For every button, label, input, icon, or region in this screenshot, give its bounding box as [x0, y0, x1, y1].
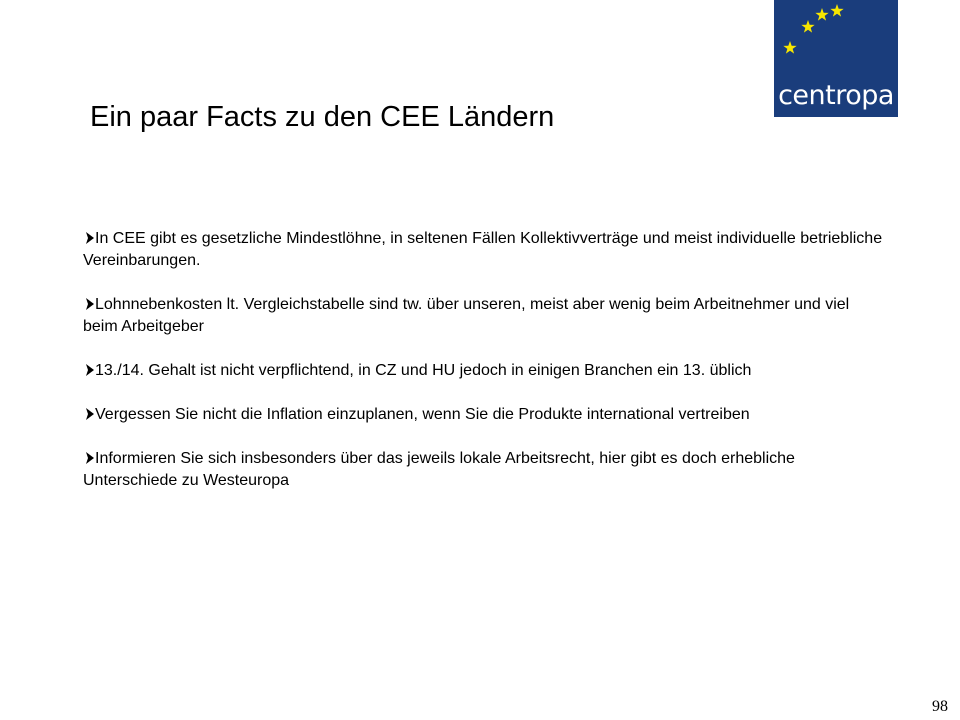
bullet-list	[83, 228, 883, 514]
page-number: 98	[932, 698, 948, 715]
bullet-item	[83, 448, 883, 492]
logo-text: centropa	[778, 80, 894, 111]
slide-title: Ein paar Facts zu den CEE Ländern	[90, 101, 555, 133]
bullet-item	[83, 360, 883, 382]
arrow-bullet-icon	[86, 364, 94, 376]
bullet-item	[83, 294, 883, 338]
bullet-text: Lohnnebenkosten lt. Vergleichstabelle sind tw. über unseren, meist aber wenig beim Arbeitnehmer und viel beim Arbeitgeber	[83, 296, 850, 335]
bullet-text: 13./14. Gehalt ist nicht verpflichtend, in CZ und HU jedoch in einigen Branchen ein 13. üblich	[95, 362, 752, 379]
bullet-text: Informieren Sie sich insbesonders über das jeweils lokale Arbeitsrecht, hier gibt es doch erhebliche Unterschiede zu Westeuropa	[83, 450, 795, 489]
bullet-item	[83, 404, 883, 426]
arrow-bullet-icon	[86, 232, 94, 244]
centropa-logo	[774, 0, 898, 117]
arrow-bullet-icon	[86, 298, 94, 310]
bullet-text: Vergessen Sie nicht die Inflation einzuplanen, wenn Sie die Produkte international vertreiben	[95, 406, 750, 423]
bullet-text: In CEE gibt es gesetzliche Mindestlöhne, in seltenen Fällen Kollektivverträge und meist individuelle betriebliche Vereinbarungen.	[83, 230, 883, 269]
bullet-item	[83, 228, 883, 272]
arrow-bullet-icon	[86, 408, 94, 420]
eu-stars-icon	[774, 0, 898, 80]
arrow-bullet-icon	[86, 452, 94, 464]
